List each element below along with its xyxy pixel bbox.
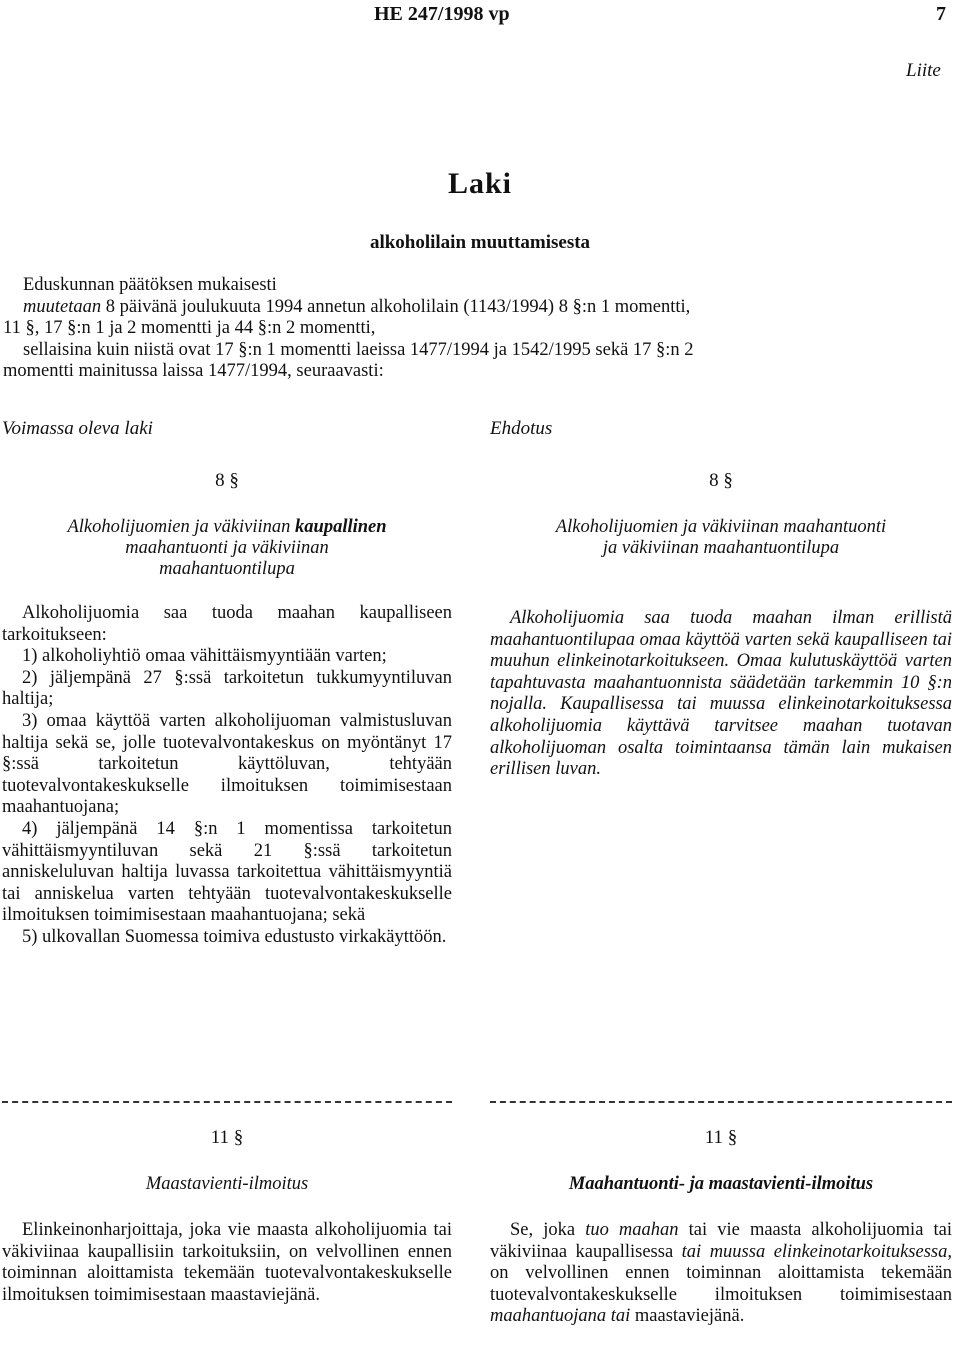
preamble-line-2 — [3, 297, 955, 319]
section-8-body-left — [2, 603, 452, 949]
section-8-number-left: 8 § — [215, 470, 239, 491]
section-11-number-left: 11 § — [210, 1127, 244, 1148]
omission-divider-right — [490, 1101, 952, 1103]
section-8-title-right — [490, 517, 952, 559]
s11-right-part-6: maahantuojana tai — [490, 1306, 631, 1327]
section-8-left-para-intro: Alkoholijuomia saa tuoda maahan kaupalliseen tarkoitukseen: — [2, 603, 452, 645]
current-law-heading: Voimassa oleva laki — [2, 418, 153, 439]
section-11-left-para: Elinkeinonharjoittaja, joka vie maasta alkoholijuomia tai väkiviinaa kaupallisiin tarkoituksiin, on velvollinen ennen toiminnan aloittamista tekemään tuotevalvontakeskukselle ilmoituksen toimimisestaan maastaviejänä. — [2, 1220, 452, 1305]
section-8-title-left-bold: kaupallinen — [295, 517, 387, 537]
section-11-body-right — [490, 1220, 952, 1328]
law-title: Laki — [447, 167, 513, 200]
section-8-left-item-4: 4) jäljempänä 14 §:n 1 momentissa tarkoitetun vähittäismyyntiluvan sekä 21 §:ssä tarkoitetun anniskeluluvan haltija luvassa tarkoitettua vähittäismyyntiä tai anniskelua varten tehtyään tuotevalvontakeskukselle ilmoituksen toimimisestaan maahantuojana; sekä — [2, 818, 452, 926]
preamble-line-4: sellaisina kuin niistä ovat 17 §:n 1 momentti laeissa 1477/1994 ja 1542/1995 sekä 17 §:n 2 — [23, 339, 694, 360]
section-8-title-left-a: Alkoholijuomien ja väkiviinan — [67, 517, 296, 537]
preamble-line-3: 11 §, 17 §:n 1 ja 2 momentti ja 44 §:n 2 momentti, — [3, 318, 376, 339]
document-id: HE 247/1998 vp — [374, 3, 510, 25]
s11-right-part-2: tuo maahan — [585, 1220, 679, 1240]
page-number: 7 — [936, 3, 946, 25]
section-8-title-right-a: Alkoholijuomien ja väkiviinan maahantuonti — [555, 517, 887, 537]
section-8-number-right: 8 § — [709, 470, 733, 491]
section-8-right-para: Alkoholijuomia saa tuoda maahan ilman erillistä maahantuontilupaa omaa käyttöä varten sekä kaupalliseen tai muuhun elinkeinotarkoitukseen. Omaa kulutuskäyttöä varten tapahtuvasta maahantuonnista säädetään tarkemmin 10 §:n nojalla. Kaupallisessa tai muussa elinkeinotarkoituksessa alkoholijuomia käyttävä tarvitsee maahan tuotavan alkoholijuoman osalta toimintaansa tämän lain mukaisen erillisen luvan. — [490, 608, 952, 780]
section-11-title-right: Maahantuonti- ja maastavienti-ilmoitus — [568, 1174, 874, 1194]
section-8-title-left-b: maahantuonti ja väkiviinan — [125, 538, 329, 558]
annex-label: Liite — [906, 60, 941, 81]
section-11-body-left — [2, 1220, 452, 1306]
preamble-line-5: momentti mainitussa laissa 1477/1994, seuraavasti: — [3, 361, 384, 382]
s11-right-part-1: Se, joka — [510, 1220, 586, 1240]
section-8-body-right — [490, 608, 952, 781]
section-11-title-left: Maastavienti-ilmoitus — [145, 1174, 309, 1194]
s11-right-part-4: tai muussa elinkeinotarkoituksessa, — [681, 1241, 952, 1262]
s11-right-part-3: tai vie maasta alkoholijuomia tai väkiviinaa kaupallisessa — [490, 1220, 953, 1262]
s11-right-part-5: on velvollinen ennen toiminnan aloittamista tekemään tuotevalvontakeskukselle ilmoituksen toimimisestaan — [490, 1263, 952, 1305]
proposal-heading: Ehdotus — [490, 418, 553, 439]
section-8-title-right-b: ja väkiviinan maahantuontilupa — [602, 538, 840, 558]
law-subtitle: alkoholilain muuttamisesta — [369, 232, 591, 253]
s11-right-part-7: maastaviejänä. — [630, 1306, 745, 1327]
section-8-left-item-1: 1) alkoholiyhtiö omaa vähittäismyyntiään varten; — [22, 646, 387, 667]
section-8-left-item-2: 2) jäljempänä 27 §:ssä tarkoitetun tukkumyyntiluvan haltija; — [2, 667, 452, 710]
section-8-left-item-3: 3) omaa käyttöä varten alkoholijuoman valmistusluvan haltija sekä se, jolle tuotevalvontakeskus on myöntänyt 17 §:ssä tarkoitetun käyttöluvan, tehtyään tuotevalvontakeskukselle ilmoituksen toimimisestaan maahantuojana; — [2, 710, 452, 818]
section-8-title-left — [2, 517, 452, 580]
section-8-left-item-5: 5) ulkovallan Suomessa toimiva edustusto virkakäyttöön. — [22, 926, 447, 947]
section-11-right-para — [490, 1220, 952, 1328]
section-8-title-left-c: maahantuontilupa — [159, 559, 295, 579]
preamble — [3, 275, 955, 383]
preamble-line-2-rest: 8 päivänä joulukuuta 1994 annetun alkoholilain (1143/1994) 8 §:n 1 momentti, — [101, 296, 691, 317]
section-11-number-right: 11 § — [704, 1127, 738, 1148]
omission-divider-left — [2, 1101, 452, 1103]
preamble-line-1: Eduskunnan päätöksen mukaisesti — [23, 275, 277, 295]
amend-verb: muutetaan — [23, 296, 102, 317]
